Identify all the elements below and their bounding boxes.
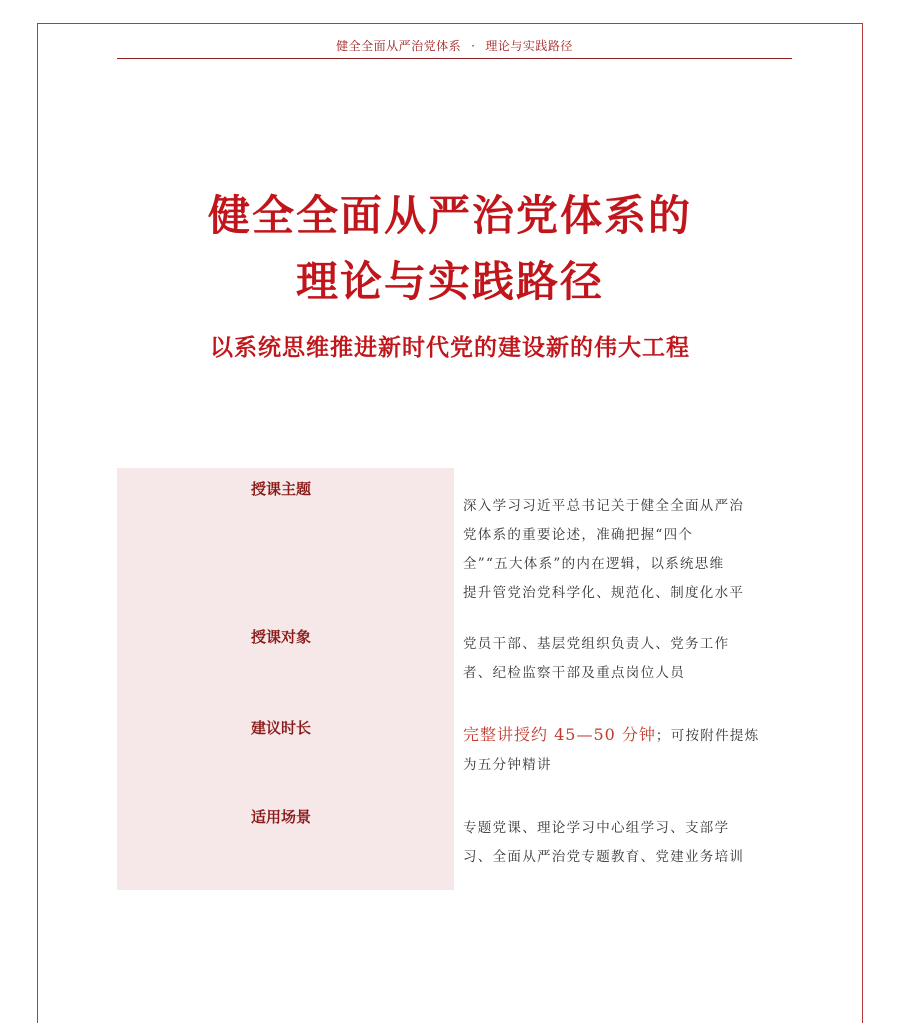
duration-note-line2: 为五分钟精讲	[463, 757, 552, 773]
info-label-scenarios: 适用场景	[251, 808, 312, 826]
info-value-scenarios-line: 专题党课、理论学习中心组学习、支部学	[463, 820, 730, 836]
info-value-topic-line: 全”“五大体系”的内在逻辑，以系统思维	[463, 556, 725, 572]
document-subtitle: 以系统思维推进新时代党的建设新的伟大工程	[210, 335, 690, 361]
running-header-right: 理论与实践路径	[485, 39, 573, 53]
document-title-line1: 健全全面从严治党体系的	[207, 191, 692, 240]
info-value-topic	[463, 492, 779, 608]
running-header-left: 健全全面从严治党体系	[336, 39, 462, 53]
info-value-duration	[463, 720, 779, 780]
info-value-scenarios	[463, 814, 779, 872]
info-label-topic: 授课主题	[251, 480, 312, 498]
info-label-duration: 建议时长	[251, 719, 312, 737]
info-value-scenarios-line: 习、全面从严治党专题教育、党建业务培训	[463, 849, 745, 865]
running-header	[117, 36, 792, 59]
info-value-topic-line: 深入学习习近平总书记关于健全全面从严治	[463, 498, 745, 514]
duration-highlight: 完整讲授约 45—50 分钟	[463, 725, 656, 744]
info-value-topic-line: 提升管党治党科学化、规范化、制度化水平	[463, 585, 745, 601]
info-value-audience	[463, 630, 779, 688]
info-value-audience-line: 党员干部、基层党组织负责人、党务工作	[463, 636, 730, 652]
document-title-line2: 理论与实践路径	[295, 257, 604, 306]
running-header-separator: ·	[471, 39, 476, 53]
info-value-topic-line: 党体系的重要论述，准确把握“四个	[463, 527, 694, 543]
duration-note: ；可按附件提炼	[655, 728, 760, 744]
course-info-table	[117, 468, 777, 890]
info-value-audience-line: 者、纪检监察干部及重点岗位人员	[463, 665, 685, 681]
info-label-audience: 授课对象	[251, 628, 312, 646]
